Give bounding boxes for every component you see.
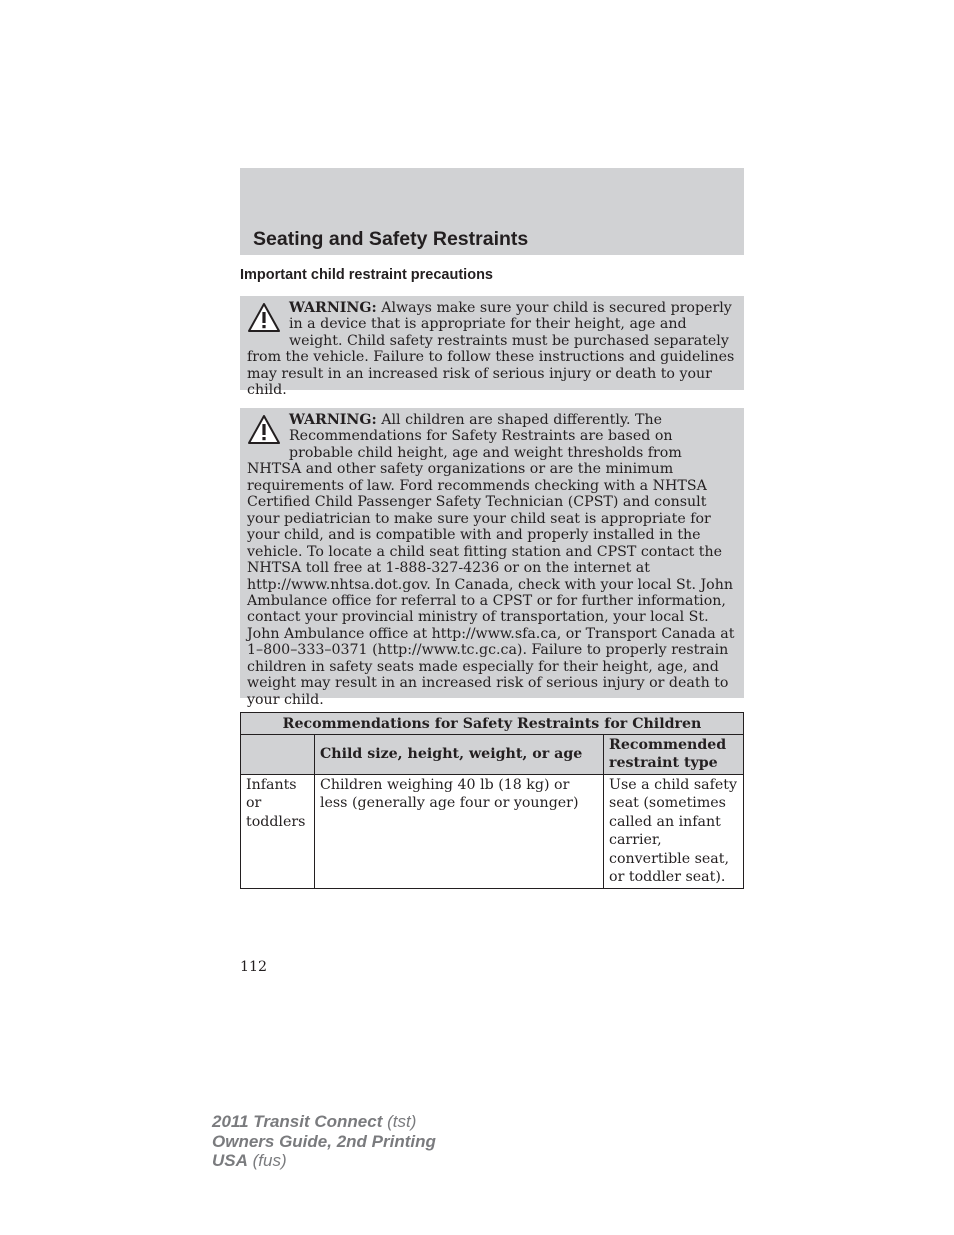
footer-model: 2011 Transit Connect xyxy=(212,1112,383,1131)
table-header-cell xyxy=(241,734,315,774)
footer-model-code: (tst) xyxy=(382,1112,417,1131)
footer-line-1 xyxy=(212,1112,436,1132)
table-header-cell: Child size, height, weight, or age xyxy=(314,734,603,774)
table-row xyxy=(241,774,744,888)
table-header-cell: Recommended restraint type xyxy=(604,734,744,774)
table-caption-row xyxy=(241,713,744,735)
warning-box-2 xyxy=(240,408,744,708)
table-header-row xyxy=(241,734,744,774)
table-cell: Infants or toddlers xyxy=(241,774,315,888)
table-cell: Children weighing 40 lb (18 kg) or less (generally age four or younger) xyxy=(314,774,603,888)
section-title: Seating and Safety Restraints xyxy=(253,228,529,250)
table-cell: Use a child safety seat (sometimes called an infant carrier, convertible seat, or toddler seat). xyxy=(604,774,744,888)
warning-triangle-icon xyxy=(247,414,281,446)
recommendations-table xyxy=(240,712,744,889)
warning-label: WARNING: xyxy=(289,412,377,428)
warning-text: Always make sure your child is secured properly in a device that is appropriate for their height, age and weight. Child safety restraints must be purchased separately from the vehicle. Failure to follow these instructions and guidelines may result in an increased risk of serious injury or death to your child. xyxy=(247,300,735,399)
subheading: Important child restraint precautions xyxy=(240,267,493,283)
footer-market: USA xyxy=(212,1151,248,1170)
warning-text: All children are shaped differently. The Recommendations for Safety Restraints are based on probable child height, age and weight thresholds from NHTSA and other safety organizations or are the minimum requirements of law. Ford recommends checking with a NHTSA Certified Child Passenger Safety Technician (CPST) and consult your pediatrician to make sure your child seat is appropriate for your child, and is compatible with and properly installed in the vehicle. To locate a child seat fitting station and CPST contact the NHTSA toll free at 1-888-327-4236 or on the internet at http://www.nhtsa.dot.gov. In Canada, check with your local St. John Ambulance office for referral to a CPST or for further information, contact your provincial ministry of transportation, your local St. John Ambulance office at http://www.sfa.ca, or Transport Canada at 1–800–333–0371 (http://www.tc.gc.ca). Failure to properly restrain children in safety seats made especially for their height, age, and weight may result in an increased risk of serious injury or death to your child. xyxy=(247,412,735,708)
table-caption: Recommendations for Safety Restraints for Children xyxy=(241,713,744,735)
warning-label: WARNING: xyxy=(289,300,377,316)
footer xyxy=(212,1112,436,1171)
warning-triangle-icon xyxy=(247,302,281,334)
footer-guide: Owners Guide, 2nd Printing xyxy=(212,1131,436,1151)
section-header-band xyxy=(240,168,744,255)
page-number: 112 xyxy=(240,959,268,975)
warning-box-1 xyxy=(240,296,744,399)
footer-line-3 xyxy=(212,1151,436,1171)
footer-market-code: (fus) xyxy=(247,1151,287,1170)
footer-line-2 xyxy=(212,1132,436,1152)
